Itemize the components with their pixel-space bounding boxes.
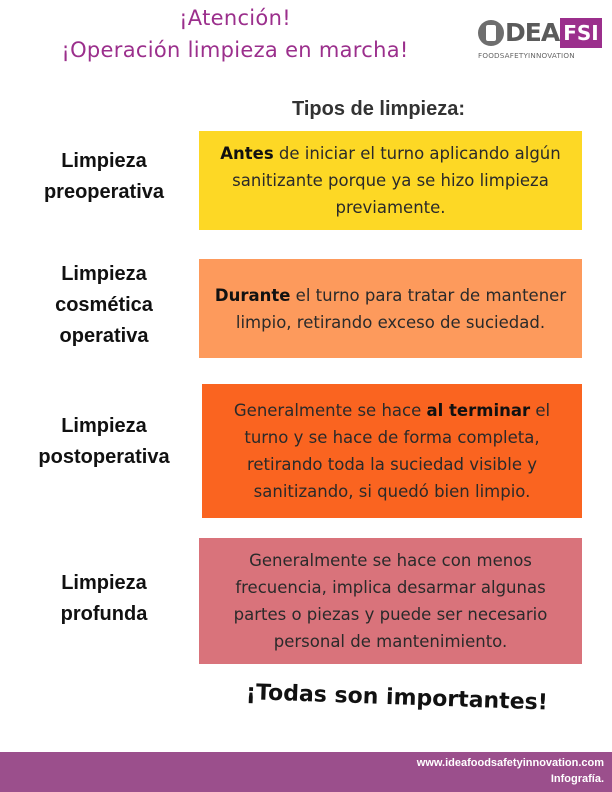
- row-label-line: preoperativa: [43, 181, 165, 203]
- logo-i-icon: [478, 20, 504, 46]
- row-label-line: profunda: [60, 603, 148, 625]
- description-text: Generalmente se hace al terminar el turno y se hace de forma completa, retirando toda la suciedad visible y sanitizando, si quedó bien limpio.: [233, 401, 551, 501]
- emphasis-text: Durante: [214, 285, 291, 305]
- logo-box: FSI: [560, 18, 602, 48]
- footer-bar: [0, 752, 612, 792]
- emphasis-text: Antes: [220, 144, 274, 163]
- logo-word: DEA: [505, 18, 560, 47]
- description-box-preoperativa: [199, 131, 582, 230]
- row-label-line: cosmética: [55, 294, 153, 316]
- row-label-line: Limpieza: [61, 415, 147, 437]
- title-line-2: ¡Operación limpieza en marcha!: [61, 38, 409, 62]
- row-label-profunda: [14, 568, 194, 630]
- row-label-line: postoperativa: [38, 446, 170, 468]
- section-title: Tipos de limpieza:: [292, 98, 465, 120]
- row-label-line: Limpieza: [61, 150, 147, 172]
- row-label-cosmetica-operativa: [14, 259, 194, 352]
- row-label-postoperativa: [14, 411, 194, 473]
- closing-message: ¡Todas son importantes!: [245, 680, 549, 716]
- description-box-postoperativa: [202, 384, 582, 518]
- logo-mark: [478, 18, 604, 48]
- title-line-1: ¡Atención!: [179, 6, 291, 30]
- description-text: Antes de iniciar el turno aplicando algún sanitizante porque ya se hizo limpieza previamente.: [220, 144, 561, 217]
- row-label-preoperativa: [14, 146, 194, 208]
- logo-tagline: FOODSAFETYINNOVATION: [478, 51, 575, 60]
- row-label-line: Limpieza: [61, 263, 147, 285]
- row-label-line: operativa: [59, 325, 149, 347]
- footer-url-link[interactable]: www.ideafoodsafetyinnovation.com: [416, 757, 604, 769]
- description-box-profunda: [199, 538, 582, 664]
- footer-label: Infografía.: [550, 773, 604, 785]
- row-label-line: Limpieza: [61, 572, 147, 594]
- emphasis-text: al terminar: [426, 401, 531, 420]
- description-text: Durante el turno para tratar de mantener limpio, retirando exceso de suciedad.: [214, 285, 567, 332]
- description-text: Generalmente se hace con menos frecuencia, implica desarmar algunas partes o piezas y puede ser necesario personal de mantenimiento.: [233, 551, 548, 651]
- logo: [478, 18, 604, 66]
- description-box-cosmetica-operativa: [199, 259, 582, 358]
